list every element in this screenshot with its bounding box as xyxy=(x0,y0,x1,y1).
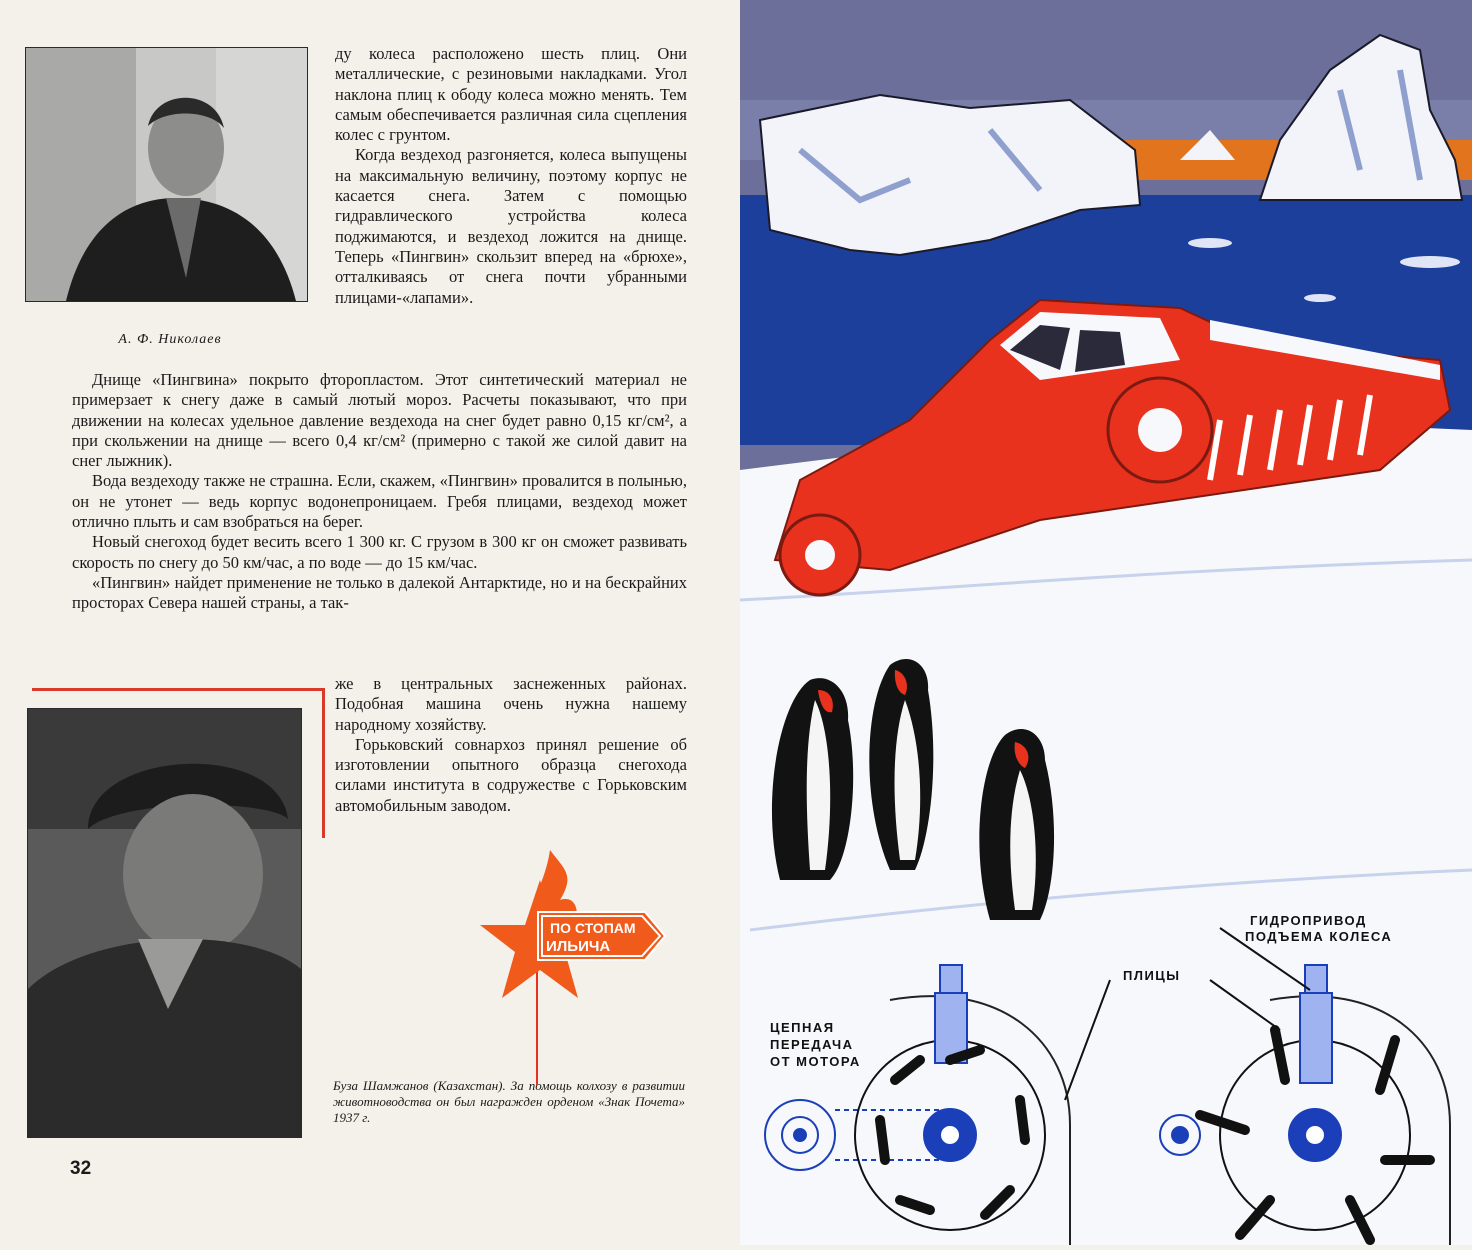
portrait-photo-nikolaev xyxy=(25,47,308,302)
paragraph: ду колеса расположено шесть плиц. Они металлические, с резиновыми накладками. Угол наклона плиц к ободу колеса можно менять. Тем самым обеспечивается различная сила сцепления колес с грунтом. xyxy=(335,44,687,145)
text-wide xyxy=(72,370,687,614)
badge-line2: ИЛЬИЧА xyxy=(546,938,611,955)
text-column-lower xyxy=(335,674,687,816)
photo-caption-shamzhanov: Бyза Шамжанов (Казахстан). За помощь колхозу в развитии животноводства он был награжден орденом «Знак Почета» 1937 г. xyxy=(333,1078,685,1125)
paragraph: «Пингвин» найдет применение не только в далекой Антарктиде, но и на бескрайних просторах Севера нашей страны, а так- xyxy=(72,572,687,613)
label-chain-3: ОТ МОТОРА xyxy=(770,1054,861,1069)
page-number: 32 xyxy=(70,1158,92,1179)
paragraph: Днище «Пингвина» покрыто фторопластом. Этот синтетический материал не примерзает к снегу даже в самый лютый мороз. Расчеты показывают, что при движении на колесах удельное давление вездехода на снег будет равно 0,15 кг/см², а при скольжении на днище — всего 0,4 кг/см² (примерно с такой же силой давит на снег лыжник). xyxy=(72,370,687,471)
label-paddles: ПЛИЦЫ xyxy=(1123,968,1181,983)
label-chain-1: ЦЕПНАЯ xyxy=(770,1020,835,1035)
paragraph: Горьковский совнархоз принял решение об изготовлении опытного образца снегохода силами института в содружестве с Горьковским автомобильным заводом. xyxy=(335,734,687,815)
label-chain-2: ПЕРЕДАЧА xyxy=(770,1037,854,1052)
red-divider-vertical xyxy=(322,688,325,838)
paragraph: Новый снегоход будет весить всего 1 300 кг. С грузом в 300 кг он сможет развивать скорость по снегу до 50 км/час, а по воде — до 15 км/час. xyxy=(72,532,687,572)
illustration-panel xyxy=(740,0,1472,1245)
photo-caption-nikolaev: А. Ф. Николаев xyxy=(118,332,222,347)
red-divider-horizontal xyxy=(32,688,322,691)
paragraph: Когда вездеход разгоняется, колеса выпущены на максимальную величину, поэтому корпус не касается снега. Затем с помощью гидравлического устройства колеса поджимаются, и вездеход ложится на днище. Теперь «Пингвин» скользит вперед на «брюхе», отталкиваясь от снега почти убранными плицами-«лапами». xyxy=(335,145,687,307)
label-hydraulic-2: ПОДЪЕМА КОЛЕСА xyxy=(1245,929,1393,944)
label-hydraulic-1: ГИДРОПРИВОД xyxy=(1250,913,1367,928)
badge-line1: ПО СТОПАМ xyxy=(550,920,636,936)
paragraph: же в центральных заснеженных районах. Подобная машина очень нужна нашему народному хозяйству. xyxy=(335,674,687,734)
text-column-upper xyxy=(335,44,687,308)
portrait-photo-shamzhanov xyxy=(27,708,302,1138)
po-stopam-ilicha-badge xyxy=(480,840,670,1085)
paragraph: Вода вездеходу также не страшна. Если, скажем, «Пингвин» провалится в полынью, он не утонет — ведь корпус водонепроницаем. Гребя плицами, вездеход может отлично плыть и сам взобраться на берег. xyxy=(72,471,687,532)
